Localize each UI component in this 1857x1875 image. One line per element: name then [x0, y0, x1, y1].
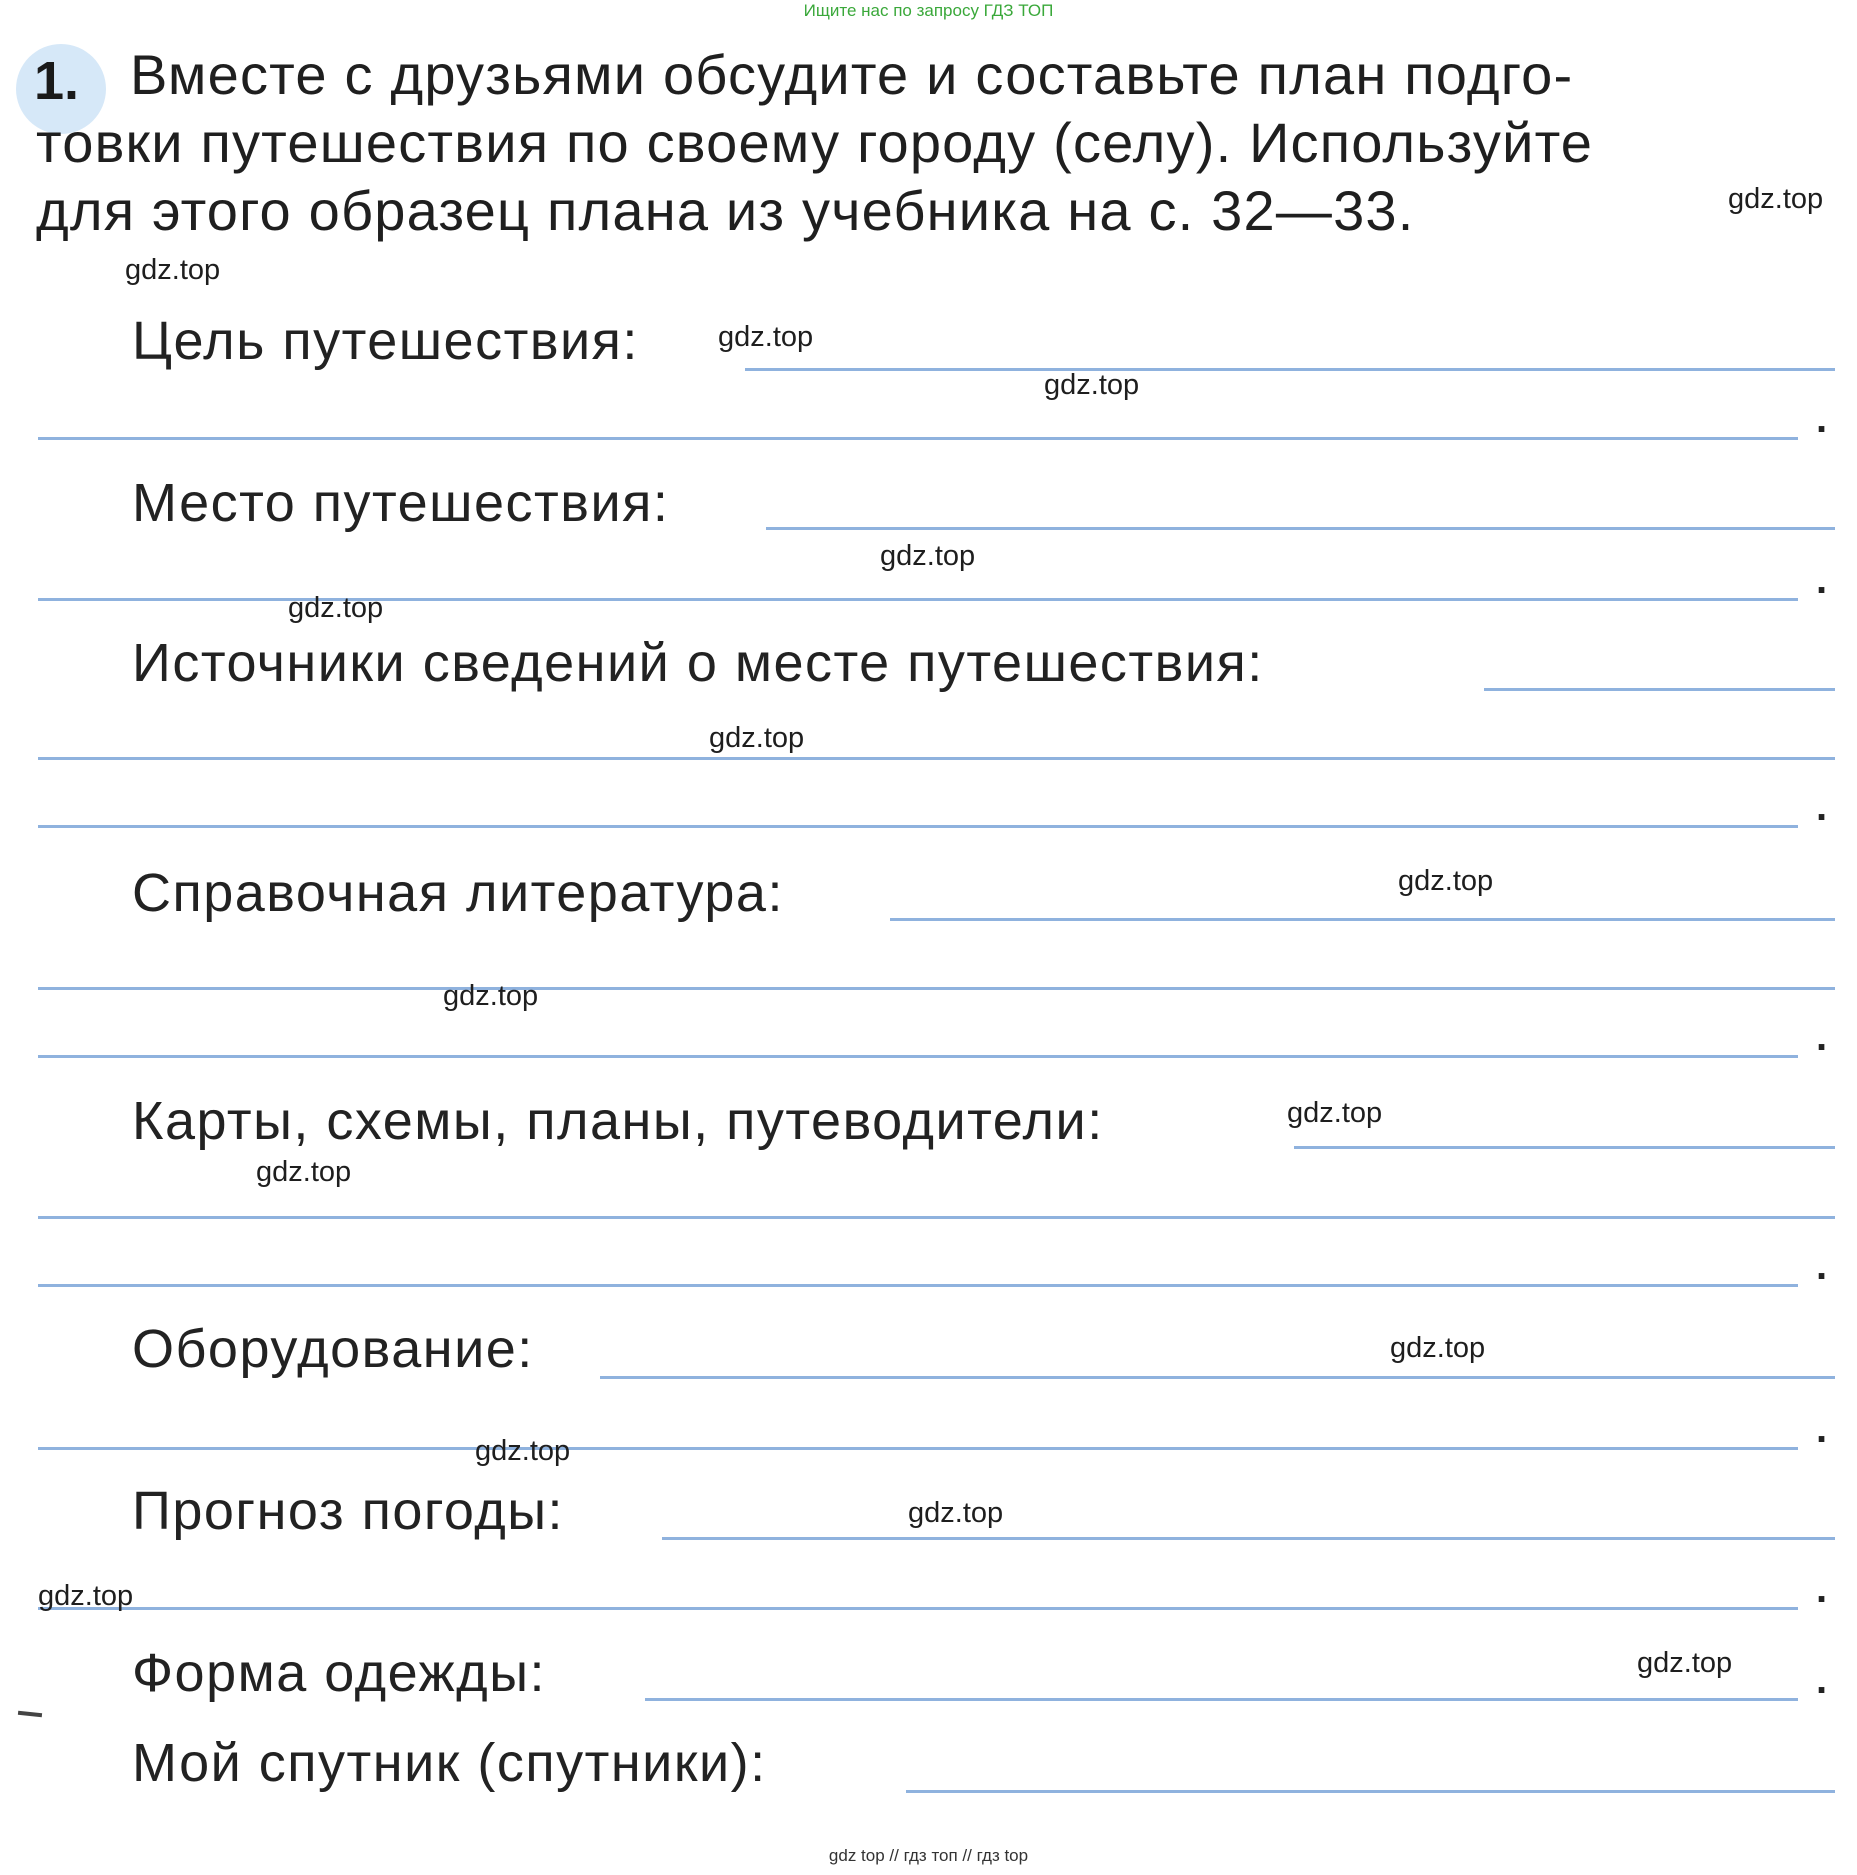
answer-line-maps-3[interactable]: [38, 1284, 1798, 1287]
watermark: gdz.top: [880, 540, 976, 572]
scan-mark: [18, 1711, 42, 1717]
watermark: gdz.top: [1390, 1332, 1486, 1364]
line-end-dot: .: [1816, 1407, 1828, 1451]
answer-line-weather-2[interactable]: [38, 1607, 1798, 1610]
watermark: gdz.top: [443, 980, 539, 1012]
watermark: gdz.top: [38, 1580, 134, 1612]
watermark: gdz.top: [1044, 369, 1140, 401]
answer-line-sources-2[interactable]: [38, 757, 1835, 760]
answer-line-equipment-2[interactable]: [38, 1447, 1798, 1450]
answer-line-reference-3[interactable]: [38, 1055, 1798, 1058]
line-end-dot: .: [1816, 785, 1828, 829]
answer-line-reference-1[interactable]: [890, 918, 1835, 921]
answer-line-goal-2[interactable]: [38, 437, 1798, 440]
answer-line-sources-3[interactable]: [38, 825, 1798, 828]
line-end-dot: .: [1816, 397, 1828, 441]
watermark: gdz.top: [256, 1156, 352, 1188]
watermark: gdz.top: [718, 321, 814, 353]
field-label-clothing: Форма одежды:: [132, 1643, 547, 1703]
line-end-dot: .: [1816, 1015, 1828, 1059]
task-text-line-3: для этого образец плана из учебника на с. 32—33.: [36, 179, 1415, 242]
answer-line-clothing-1[interactable]: [645, 1698, 1798, 1701]
answer-line-maps-1[interactable]: [1294, 1146, 1835, 1149]
watermark: gdz.top: [1728, 183, 1824, 215]
field-label-maps: Карты, схемы, планы, путеводители:: [132, 1091, 1104, 1151]
watermark: gdz.top: [288, 592, 384, 624]
task-text-line-2: товки путешествия по своему городу (селу). Используйте: [36, 111, 1594, 174]
task-text-line-1: Вместе с друзьями обсудите и составьте план подго-: [130, 43, 1574, 106]
field-label-place: Место путешествия:: [132, 473, 670, 533]
line-end-dot: .: [1816, 1244, 1828, 1288]
header-note: Ищите нас по запросу ГДЗ ТОП: [803, 1, 1054, 20]
watermark: gdz.top: [125, 254, 221, 286]
line-end-dot: .: [1816, 1567, 1828, 1611]
watermark: gdz.top: [1637, 1647, 1733, 1679]
field-label-sources: Источники сведений о месте путешествия:: [132, 633, 1264, 693]
answer-line-goal-1[interactable]: [745, 368, 1835, 371]
footer-note: gdz top // гдз топ // гдз top: [828, 1846, 1029, 1865]
watermark: gdz.top: [908, 1497, 1004, 1529]
field-label-weather: Прогноз погоды:: [132, 1481, 565, 1541]
answer-line-companion-1[interactable]: [906, 1790, 1835, 1793]
field-label-equipment: Оборудование:: [132, 1319, 534, 1379]
answer-line-maps-2[interactable]: [38, 1216, 1835, 1219]
field-label-companion: Мой спутник (спутники):: [132, 1733, 767, 1793]
watermark: gdz.top: [709, 722, 805, 754]
watermark: gdz.top: [1398, 865, 1494, 897]
line-end-dot: .: [1816, 1658, 1828, 1702]
line-end-dot: .: [1816, 558, 1828, 602]
answer-line-equipment-1[interactable]: [600, 1376, 1835, 1379]
watermark: gdz.top: [475, 1435, 571, 1467]
task-number: 1.: [34, 51, 80, 111]
answer-line-sources-1[interactable]: [1484, 688, 1835, 691]
answer-line-place-1[interactable]: [766, 527, 1835, 530]
answer-line-reference-2[interactable]: [38, 987, 1835, 990]
field-label-goal: Цель путешествия:: [132, 311, 639, 371]
field-label-reference: Справочная литература:: [132, 863, 784, 923]
answer-line-weather-1[interactable]: [662, 1537, 1835, 1540]
watermark: gdz.top: [1287, 1097, 1383, 1129]
